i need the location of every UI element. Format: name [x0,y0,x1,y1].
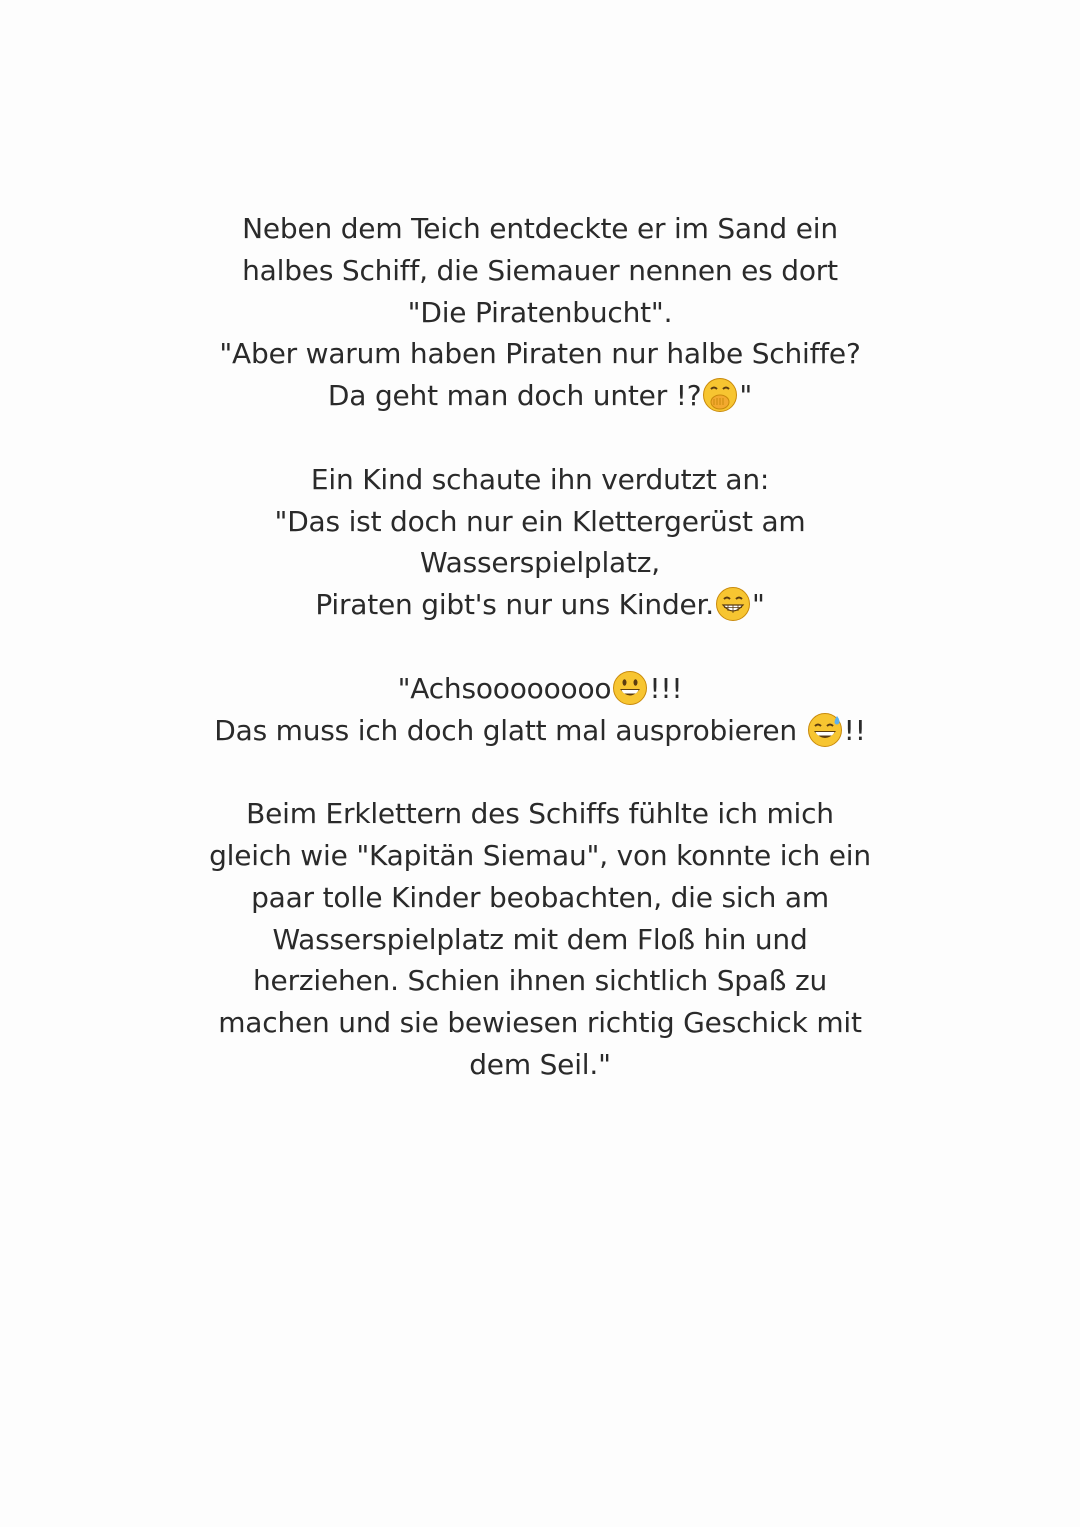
story-line: dem Seil." [469,1047,611,1081]
story-line [170,375,910,417]
story-line [170,668,910,710]
story-line: halbes Schiff, die Siemauer nennen es dort [242,253,838,287]
story-line: Ein Kind schaute ihn verdutzt an: [310,462,770,496]
story-line: Wasserspielplatz, [419,546,660,580]
story-line: gleich wie "Kapitän Siemau", von konnte ich ein [209,838,871,872]
story-text-segment: "Achsoooooooo [397,671,612,705]
story-line: Wasserspielplatz mit dem Floß hin und [272,922,808,956]
story-line: Beim Erklettern des Schiffs fühlte ich mich [246,797,834,831]
story-text-segment: !! [843,713,866,747]
paragraph-gap [170,751,910,793]
story-text [170,208,910,1086]
story-line: paar tolle Kinder beobachten, die sich am [251,880,829,914]
story-text-segment: !!! [649,671,683,705]
story-line: machen und sie bewiesen richtig Geschick mit [218,1006,862,1040]
grinning-face-with-sweat-icon [807,712,843,748]
story-line: Neben dem Teich entdeckte er im Sand ein [242,212,838,245]
story-text-segment: Da geht man doch unter !? [327,379,702,413]
story-text-segment: Das muss ich doch glatt mal ausprobieren [214,713,806,747]
grinning-face-icon [612,670,648,706]
story-text-segment: " [739,379,753,413]
grimacing-face-icon [715,586,751,622]
paragraph-gap [170,417,910,459]
story-line: herziehen. Schien ihnen sichtlich Spaß zu [253,964,827,998]
story-text-segment: " [752,588,765,622]
story-line [170,584,910,626]
face-with-hand-over-mouth-icon [702,377,738,413]
paragraph-gap [170,626,910,668]
story-line: "Aber warum haben Piraten nur halbe Schiffe? [219,337,861,371]
story-line [170,710,910,752]
story-text-segment: Piraten gibt's nur uns Kinder. [315,588,714,622]
story-line: "Das ist doch nur ein Klettergerüst am [274,504,806,538]
story-line: "Die Piratenbucht". [407,295,673,329]
